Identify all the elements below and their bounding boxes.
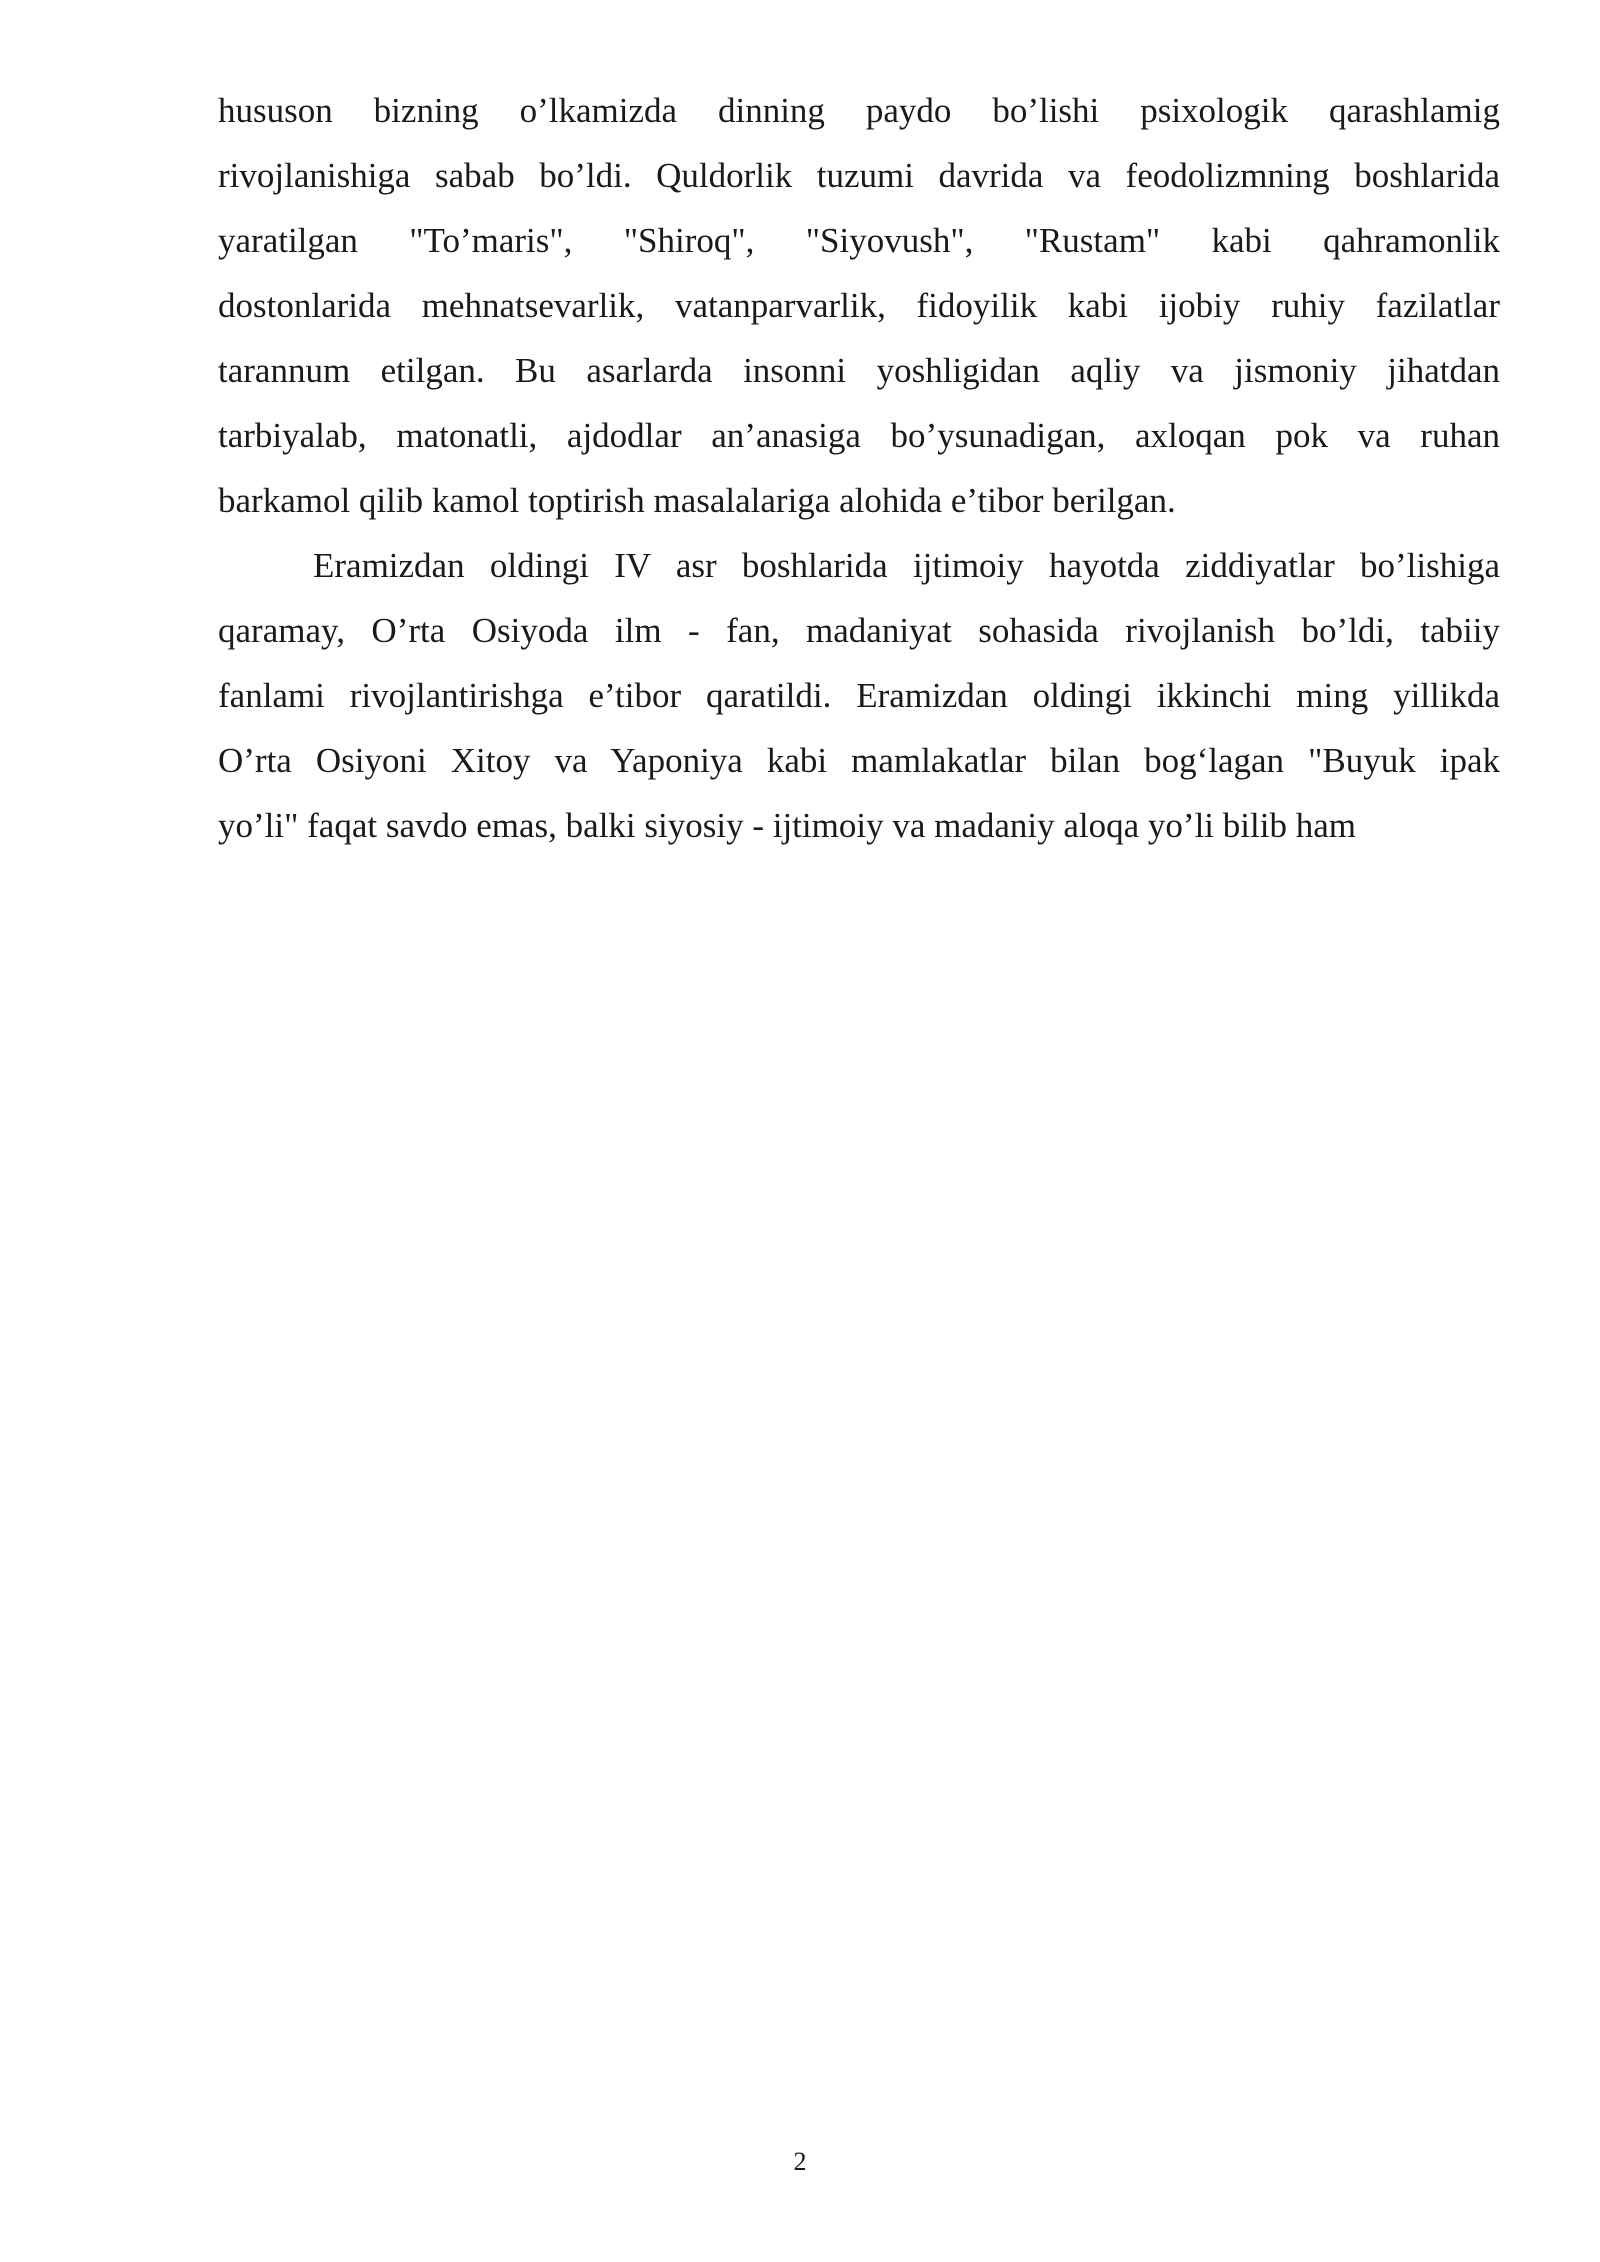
text-line: Eramizdan oldingi IV asr boshlarida ijtimoiy hayotda ziddiyatlar bo’lishiga [313, 546, 1500, 585]
text-line: dostonlarida mehnatsevarlik, vatanparvarlik, fidoyilik kabi ijobiy ruhiy fazilatlar [218, 286, 1500, 325]
text-line: barkamol qilib kamol toptirish masalalariga alohida e’tibor berilgan. [218, 481, 1176, 520]
paragraph-2 [218, 533, 1500, 858]
text-line: hususon bizning o’lkamizda dinning paydo bo’lishi psixologik qarashlamig [218, 91, 1500, 130]
body-text [218, 78, 1500, 858]
page-number: 2 [793, 2147, 807, 2176]
text-line: yo’li" faqat savdo emas, balki siyosiy - ijtimoiy va madaniy aloqa yo’li bilib ham [218, 806, 1356, 845]
text-line: tarbiyalab, matonatli, ajdodlar an’anasiga bo’ysunadigan, axloqan pok va ruhan [218, 416, 1500, 455]
text-line: O’rta Osiyoni Xitoy va Yaponiya kabi mamlakatlar bilan bog‘lagan "Buyuk ipak [218, 741, 1500, 780]
text-line: fanlami rivojlantirishga e’tibor qaratildi. Eramizdan oldingi ikkinchi ming yillikda [218, 676, 1500, 715]
text-line: qaramay, O’rta Osiyoda ilm - fan, madaniyat sohasida rivojlanish bo’ldi, tabiiy [218, 611, 1500, 650]
text-line: tarannum etilgan. Bu asarlarda insonni yoshligidan aqliy va jismoniy jihatdan [218, 351, 1500, 390]
text-line: rivojlanishiga sabab bo’ldi. Quldorlik tuzumi davrida va feodolizmning boshlarida [218, 156, 1500, 195]
paragraph-1 [218, 78, 1500, 533]
text-line: yaratilgan "To’maris", "Shiroq", "Siyovush", "Rustam" kabi qahramonlik [218, 221, 1500, 260]
